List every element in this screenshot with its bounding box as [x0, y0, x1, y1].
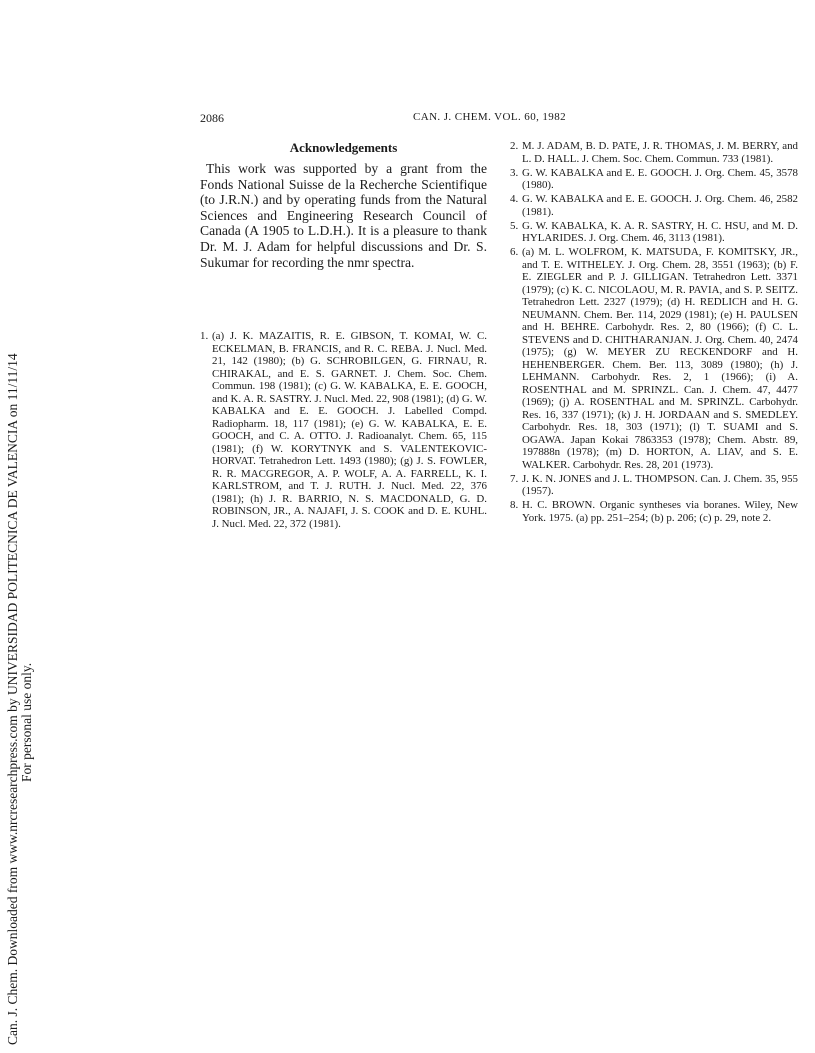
- reference-text: G. W. KABALKA, K. A. R. SASTRY, H. C. HSU, and M. D. HYLARIDES. J. Org. Chem. 46, 3113 (1981).: [522, 219, 798, 244]
- reference-number: 1.: [200, 330, 209, 343]
- reference-text: H. C. BROWN. Organic syntheses via boranes. Wiley, New York. 1975. (a) pp. 251–254; (b) p. 206; (c) p. 29, note 2.: [522, 499, 798, 524]
- reference-number: 2.: [510, 140, 519, 152]
- download-notice: Can. J. Chem. Downloaded from www.nrcresearchpress.com by UNIVERSIDAD POLITECNICA DE VALENCIA on 11/11/14: [5, 353, 20, 1045]
- download-watermark: [0, 0, 40, 1053]
- reference-text: (a) J. K. MAZAITIS, R. E. GIBSON, T. KOMAI, W. C. ECKELMAN, B. FRANCIS, and R. C. REBA. J. Nucl. Med. 21, 142 (1980); (b) G. SCHROBILGEN, G. FIRNAU, R. CHIRAKAL, and E. S. GARNET. J. Chem. Soc. Chem. Commun. 198 (1981); (c) G. W. KABALKA, E. E. GOOCH, and K. A. R. SASTRY. J. Nucl. Med. 22, 908 (1981); (d) G. W. KABALKA and E. E. GOOCH. J. Labelled Compd. Radiopharm. 18, 117 (1981); (e) G. W. KABALKA, E. E. GOOCH, and C. A. OTTO. J. Radioanalyt. Chem. 65, 115 (1981); (f) W. KORYTNYK and S. VALENTEKOVIC-HORVAT. Tetrahedron Lett. 1493 (1980); (g) J. S. FOWLER, R. R. MACGREGOR, A. P. WOLF, A. A. FARRELL, K. I. KARLSTROM, and T. J. RUTH. J. Nucl. Med. 22, 376 (1981); (h) J. R. BARRIO, N. S. MACDONALD, G. D. ROBINSON, JR., A. NAJAFI, J. S. COOK and D. E. KUHL. J. Nucl. Med. 22, 372 (1981).: [212, 330, 487, 530]
- reference-number: 4.: [510, 193, 519, 205]
- running-header: [200, 111, 798, 125]
- reference-list-right: [510, 140, 798, 524]
- acknowledgements-heading: Acknowledgements: [289, 140, 398, 155]
- right-column: [510, 140, 798, 526]
- reference-item: [510, 193, 798, 218]
- reference-text: M. J. ADAM, B. D. PATE, J. R. THOMAS, J. M. BERRY, and L. D. HALL. J. Chem. Soc. Chem. Commun. 733 (1981).: [522, 140, 798, 165]
- page-number: 2086: [200, 111, 224, 125]
- reference-item: [510, 167, 798, 192]
- reference-text: G. W. KABALKA and E. E. GOOCH. J. Org. Chem. 46, 2582 (1981).: [522, 193, 798, 218]
- reference-text: G. W. KABALKA and E. E. GOOCH. J. Org. Chem. 45, 3578 (1980).: [522, 166, 798, 191]
- personal-use-notice: For personal use only.: [19, 662, 34, 782]
- reference-text: (a) M. L. WOLFROM, K. MATSUDA, F. KOMITSKY, JR., and T. E. WITHELEY. J. Org. Chem. 28, 3551 (1963); (b) F. E. ZIEGLER and P. J. GILLIGAN. Tetrahedron Lett. 3371 (1979); (c) K. C. NICOLAOU, M. R. PAVIA, and S. P. SEITZ. Tetrahedron Lett. 2327 (1979); (d) H. REDLICH and H. G. NEUMANN. Chem. Ber. 114, 2029 (1981); (e) H. PAULSEN and H. BEHRE. Carbohydr. Res. 2, 80 (1966); (f) C. L. STEVENS and D. CHITHARANJAN. J. Org. Chem. 40, 2474 (1975); (g) W. MEYER ZU RECKENDORF and H. HEHENBERGER. Chem. Ber. 113, 3089 (1980); (h) J. LEHMANN. Carbohydr. Res. 2, 1 (1966); (i) A. ROSENTHAL and M. SPRINZL. Can. J. Chem. 47, 4477 (1969); (j) A. ROSENTHAL and M. SPRINZL. Carbohydr. Res. 16, 337 (1971); (k) J. H. JORDAAN and S. SMEDLEY. Carbohydr. Res. 18, 303 (1971); (l) T. SUAMI and S. OGAWA. Japan Kokai 7863353 (1978); Chem. Abstr. 89, 197888n (1978); (m) D. HORTON, A. LIAV, and S. E. WALKER. Carbohydr. Res. 28, 201 (1973).: [522, 246, 798, 471]
- reference-number: 5.: [510, 219, 519, 232]
- reference-item: [200, 330, 487, 530]
- acknowledgements-text: This work was supported by a grant from the Fonds National Suisse de la Recherche Scientifique (to J.R.N.) and by operating funds from the Natural Sciences and Engineering Research Council of Canada (A 1905 to L.D.H.). It is a pleasure to thank Dr. M. J. Adam for helpful discussions and Dr. S. Sukumar for recording the nmr spectra.: [200, 161, 487, 270]
- reference-item: [510, 140, 798, 165]
- reference-text: J. K. N. JONES and J. L. THOMPSON. Can. J. Chem. 35, 955 (1957).: [522, 472, 798, 497]
- reference-item: [510, 499, 798, 524]
- reference-list-left: [200, 330, 487, 530]
- reference-item: [510, 246, 798, 471]
- reference-number: 7.: [510, 472, 519, 485]
- reference-number: 6.: [510, 246, 519, 258]
- journal-citation: CAN. J. CHEM. VOL. 60, 1982: [413, 111, 566, 123]
- reference-number: 8.: [510, 499, 519, 511]
- reference-item: [510, 220, 798, 245]
- reference-number: 3.: [510, 166, 519, 179]
- reference-item: [510, 473, 798, 498]
- left-column: [200, 140, 487, 532]
